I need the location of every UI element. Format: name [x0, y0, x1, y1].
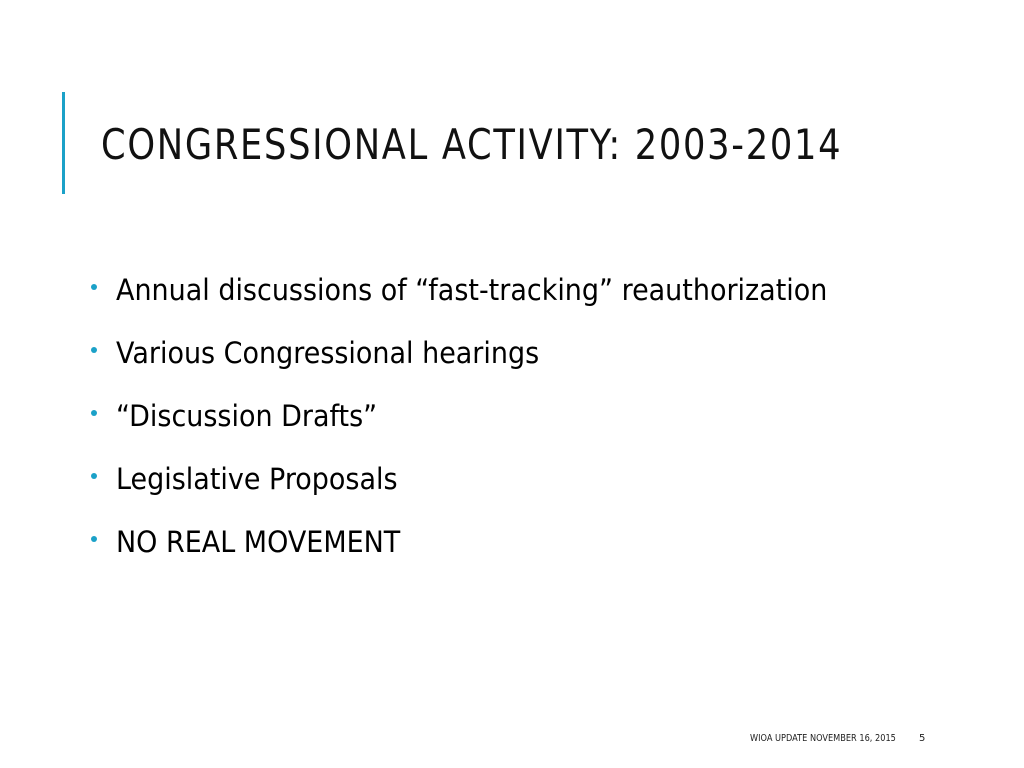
bullet-text: Annual discussions of “fast-tracking” reauthorization [116, 272, 828, 307]
title-accent-bar [62, 92, 65, 194]
bullet-dot-icon [91, 473, 97, 479]
bullet-dot-icon [91, 347, 97, 353]
page-number: 5 [919, 733, 926, 744]
bullet-text: “Discussion Drafts” [116, 398, 378, 433]
bullet-item [88, 384, 881, 447]
bullet-list [88, 258, 881, 573]
bullet-dot-icon [91, 410, 97, 416]
bullet-dot-icon [91, 284, 97, 290]
bullet-text: NO REAL MOVEMENT [116, 524, 401, 559]
bullet-text: Various Congressional hearings [116, 335, 540, 370]
slide-title: CONGRESSIONAL ACTIVITY: 2003-2014 [101, 120, 843, 169]
bullet-item [88, 510, 881, 573]
footer-text: WIOA UPDATE NOVEMBER 16, 2015 [750, 733, 896, 744]
bullet-dot-icon [91, 536, 97, 542]
bullet-text: Legislative Proposals [116, 461, 398, 496]
bullet-item [88, 258, 881, 321]
bullet-item [88, 321, 881, 384]
bullet-item [88, 447, 881, 510]
